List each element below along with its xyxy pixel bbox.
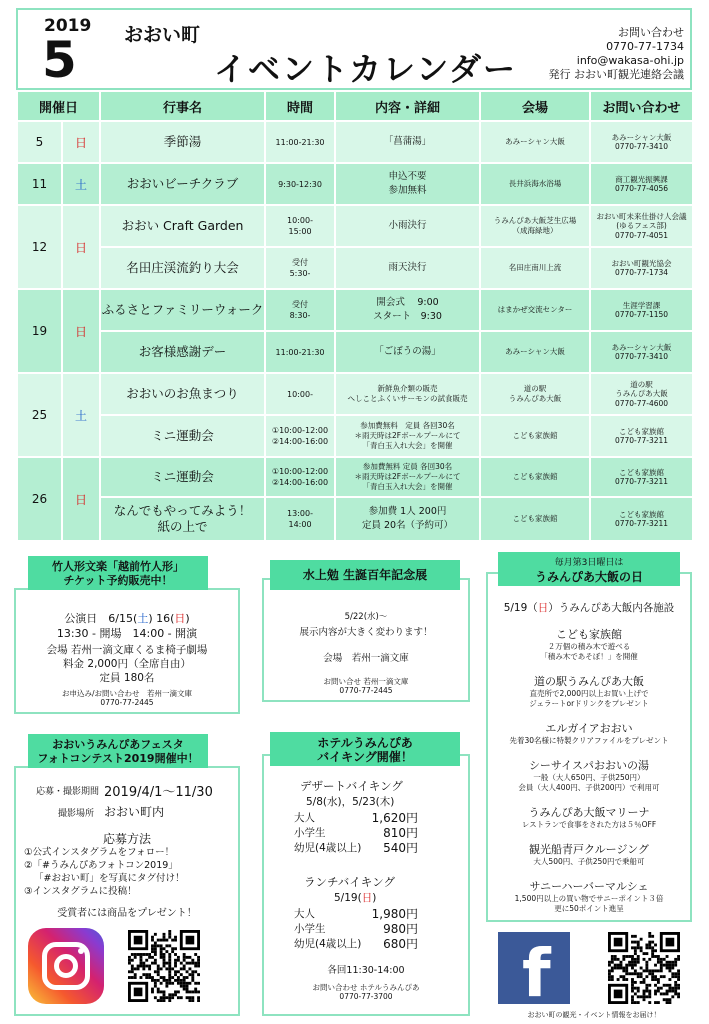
event-venue: 長井浜海水浴場 [480, 163, 590, 205]
table-row [17, 163, 693, 205]
event-detail: 参加費無料 定員 各回30名 ＊雨天時は2Fボールプールにて 「青白玉入れ大会」を開催 [335, 457, 480, 497]
event-contact: 商工観光振興課 0770-77-4056 [590, 163, 693, 205]
table-header-row [17, 91, 693, 121]
umipia-day-box [486, 572, 692, 922]
puppet-times: 13:30 - 開場 14:00 - 開演 [56, 627, 198, 640]
puppet-tel: 0770-77-2445 [100, 698, 154, 707]
hotel-contact: お問い合わせ ホテルうみんぴあ [312, 983, 420, 992]
event-contact: こども家族館 0770-77-3211 [590, 415, 693, 457]
event-contact: こども家族館 0770-77-3211 [590, 497, 693, 541]
event-weekday: 日 [62, 457, 100, 541]
event-time: 10:00- [265, 373, 335, 415]
dessert-price-list [294, 810, 418, 855]
puppet-tab: 竹人形文楽「越前竹人形」 チケット予約販売中！ [28, 556, 208, 590]
photo-prize: 受賞者には商品をプレゼント！ [57, 908, 197, 919]
umipia-facility-name: うみんぴあ大飯マリーナ [528, 806, 650, 819]
event-contact: こども家族館 0770-77-3211 [590, 457, 693, 497]
mizukami-tab: 水上勉 生誕百年記念展 [270, 560, 460, 590]
umipia-facility-name: こども家族館 [556, 628, 622, 641]
col-date: 開催日 [17, 91, 100, 121]
table-row [17, 373, 693, 415]
mizukami-note: 展示内容が大きく変わります！ [299, 627, 433, 638]
event-time: ①10:00-12:00 ②14:00-16:00 [265, 415, 335, 457]
event-venue: あみーシャン大飯 [480, 331, 590, 373]
contact-tel: 0770-77-1734 [606, 40, 684, 53]
umipia-facility-detail: 更に50ポイント進呈 [554, 904, 624, 913]
price-value: 1,620円 [371, 811, 418, 825]
event-time: 10:00- 15:00 [265, 205, 335, 247]
price-value: 810円 [383, 826, 418, 840]
hotel-hours: 各回11:30-14:00 [327, 965, 405, 976]
umipia-facility-name: エルガイアおおい [545, 722, 633, 735]
event-time: 受付 5:30- [265, 247, 335, 289]
photo-method: 応募方法 [102, 832, 151, 846]
puppet-date: 公演日 6/15(土) 16(日) [64, 612, 190, 625]
price-value: 980円 [383, 922, 418, 936]
event-venue: こども家族館 [480, 497, 590, 541]
col-event: 行事名 [100, 91, 265, 121]
event-weekday: 日 [62, 205, 100, 289]
umipia-facility-detail: 大人500円、子供250円で乗船可 [533, 857, 645, 866]
town-name: おおい町 [124, 24, 201, 46]
price-label: 大人 [294, 812, 315, 824]
umipia-facility-detail: 「積み木であそぼ！」を開催 [540, 652, 638, 661]
event-venue: こども家族館 [480, 457, 590, 497]
event-detail: 「ごぼうの湯」 [335, 331, 480, 373]
lunch-date: 5/19(日) [334, 892, 377, 904]
event-day: 19 [17, 289, 62, 373]
umipia-facility-name: 道の駅うみんぴあ大飯 [534, 675, 644, 688]
table-row [17, 457, 693, 497]
qr-code-facebook [608, 932, 680, 1004]
event-time: 9:30-12:30 [265, 163, 335, 205]
header [16, 8, 692, 90]
col-contact: お問い合わせ [590, 91, 693, 121]
publisher: 発行 おおい町観光連絡会議 [548, 68, 684, 81]
puppet-venue: 会場 若州一滴文庫くるま椅子劇場 [46, 644, 208, 656]
event-time: 11:00-21:30 [265, 331, 335, 373]
mizukami-date: 5/22(水)～ [344, 612, 388, 622]
price-row [294, 810, 418, 825]
event-name: お客様感謝デー [100, 331, 265, 373]
event-time: 13:00- 14:00 [265, 497, 335, 541]
event-detail: 申込不要 参加無料 [335, 163, 480, 205]
event-time: 受付 8:30- [265, 289, 335, 331]
dessert-date: 5/8(水)，5/23(木) [306, 796, 395, 808]
umipia-facility-detail: 直売所で2,000円以上お買い上げで [529, 689, 649, 698]
facebook-icon[interactable]: f [498, 932, 570, 1004]
photo-period: 2019/4/1～11/30 [104, 785, 213, 800]
photo-place: おおい町内 [104, 805, 165, 819]
event-venue: こども家族館 [480, 415, 590, 457]
event-detail: 開会式 9:00 スタート 9:30 [335, 289, 480, 331]
event-detail: 新鮮魚介類の販売 へしことふくいサーモンの試食販売 [335, 373, 480, 415]
lunch-price-list [294, 906, 418, 951]
puppet-fee: 料金 2,000円（全席自由） [63, 658, 191, 670]
umipia-facility-detail: 会員（大人400円、子供200円）で利用可 [518, 783, 660, 792]
lunch-title: ランチバイキング [304, 875, 395, 889]
table-row [17, 415, 693, 457]
photo-tab: おおいうみんぴあフェスタ フォトコンテスト2019開催中！ [28, 734, 208, 768]
puppet-capacity: 定員 180名 [99, 672, 155, 684]
contact-email[interactable]: info@wakasa-ohi.jp [576, 54, 684, 67]
hotel-tab: ホテルうみんぴあ バイキング開催！ [270, 732, 460, 766]
mizukami-tel: 0770-77-2445 [339, 686, 393, 695]
page-title: イベントカレンダー [214, 50, 517, 88]
event-name: おおいのお魚まつり [100, 373, 265, 415]
event-name: おおい Craft Garden [100, 205, 265, 247]
price-label: 幼児(4歳以上) [294, 842, 362, 854]
event-day: 5 [17, 121, 62, 163]
umipia-facility-detail: レストランで食事をされた方は５％OFF [521, 820, 657, 829]
price-row [294, 825, 418, 840]
price-row [294, 936, 418, 951]
photo-period-label: 応募・撮影期間 [36, 787, 100, 797]
contact-label: お問い合わせ [618, 26, 684, 39]
table-row [17, 121, 693, 163]
event-day: 25 [17, 373, 62, 457]
dessert-title: デザートバイキング [300, 779, 403, 793]
event-day: 11 [17, 163, 62, 205]
umipia-facility-detail: 1,500円以上の買い物でサニーポイント３倍 [514, 894, 664, 903]
umipia-tab: 毎月第3日曜日は うみんぴあ大飯の日 [498, 552, 680, 586]
umipia-facility-detail: 先着30名様に特製クリアファイルをプレゼント [509, 736, 669, 745]
facebook-note: おおい町の観光・イベント情報をお届け！ [527, 1011, 661, 1019]
price-label: 大人 [294, 908, 315, 920]
price-row [294, 840, 418, 855]
event-contact: おおい町未来仕掛け人会議 (ゆるフェス部) 0770-77-4051 [590, 205, 693, 247]
event-day: 26 [17, 457, 62, 541]
mizukami-contact: お問い合せ 若州一滴文庫 [323, 677, 409, 686]
mizukami-box [262, 578, 470, 702]
mizukami-venue: 会場 若州一滴文庫 [323, 653, 409, 664]
event-venue: はまかぜ交流センター [480, 289, 590, 331]
event-day: 12 [17, 205, 62, 289]
header-contact [549, 26, 685, 82]
umipia-facility-name: シーサイスパおおいの湯 [528, 759, 650, 772]
price-label: 小学生 [294, 923, 326, 935]
event-contact: 道の駅 うみんぴあ大飯 0770-77-4600 [590, 373, 693, 415]
hotel-tel: 0770-77-3700 [339, 992, 393, 1001]
event-venue: 名田庄南川上流 [480, 247, 590, 289]
event-time: ①10:00-12:00 ②14:00-16:00 [265, 457, 335, 497]
instagram-icon[interactable] [28, 928, 104, 1004]
hotel-viking-box [262, 754, 470, 1016]
event-venue: 道の駅 うみんぴあ大飯 [480, 373, 590, 415]
event-table [16, 90, 694, 542]
event-contact: あみーシャン大飯 0770-77-3410 [590, 331, 693, 373]
photo-steps: ①公式インスタグラムをフォロー！ ②「#うみんぴあフォトコン2019」 「#おおい町」を写真にタグ付け！ ③インスタグラムに投稿！ [24, 847, 185, 897]
table-row [17, 497, 693, 541]
event-detail: 参加費無料 定員 各回30名 ＊雨天時は2Fボールプールにて 「青白玉入れ大会」を開催 [335, 415, 480, 457]
umipia-facility-name: 観光船青戸クルージング [529, 843, 649, 856]
event-weekday: 土 [62, 163, 100, 205]
price-value: 680円 [383, 937, 418, 951]
umipia-date: 5/19（日）うみんぴあ大飯内各施設 [503, 602, 675, 614]
umipia-facility-detail: ジェラートorドリンクをプレゼント [529, 699, 649, 708]
event-weekday: 日 [62, 121, 100, 163]
event-weekday: 日 [62, 289, 100, 373]
qr-code-instagram [128, 930, 200, 1002]
price-value: 540円 [383, 841, 418, 855]
puppet-box [14, 588, 240, 714]
event-detail: 参加費 1人 200円 定員 20名（予約可） [335, 497, 480, 541]
umipia-facility-detail: 一般（大人650円、子供250円） [533, 773, 645, 782]
photo-place-label: 撮影場所 [58, 809, 95, 819]
price-label: 幼児(4歳以上) [294, 938, 362, 950]
event-name: 名田庄渓流釣り大会 [100, 247, 265, 289]
table-row [17, 331, 693, 373]
umipia-facility-name: サニーハーバーマルシェ [529, 880, 649, 893]
col-venue: 会場 [480, 91, 590, 121]
puppet-contact: お申込み/お問い合わせ 若州一滴文庫 [61, 689, 193, 698]
event-detail: 「菖蒲湯」 [335, 121, 480, 163]
event-contact: 生涯学習課 0770-77-1150 [590, 289, 693, 331]
event-detail: 小雨決行 [335, 205, 480, 247]
price-row [294, 906, 418, 921]
price-label: 小学生 [294, 827, 326, 839]
event-contact: おおい町観光協会 0770-77-1734 [590, 247, 693, 289]
event-name: 季節湯 [100, 121, 265, 163]
table-row [17, 247, 693, 289]
event-detail: 雨天決行 [335, 247, 480, 289]
price-value: 1,980円 [371, 907, 418, 921]
price-row [294, 921, 418, 936]
table-row [17, 205, 693, 247]
event-contact: あみーシャン大飯 0770-77-3410 [590, 121, 693, 163]
col-time: 時間 [265, 91, 335, 121]
event-venue: あみーシャン大飯 [480, 121, 590, 163]
event-name: なんでもやってみよう！ 紙の上で [100, 497, 265, 541]
month: 5 [42, 31, 77, 89]
event-venue: うみんぴあ大飯芝生広場 （成海緑地） [480, 205, 590, 247]
event-name: ふるさとファミリーウォーク [100, 289, 265, 331]
year: 2019 [44, 16, 92, 36]
col-detail: 内容・詳細 [335, 91, 480, 121]
event-name: おおいビーチクラブ [100, 163, 265, 205]
event-name: ミニ運動会 [100, 415, 265, 457]
event-name: ミニ運動会 [100, 457, 265, 497]
event-weekday: 土 [62, 373, 100, 457]
umipia-facility-detail: ２万個の積み木で遊べる [547, 642, 631, 651]
table-row [17, 289, 693, 331]
event-time: 11:00-21:30 [265, 121, 335, 163]
